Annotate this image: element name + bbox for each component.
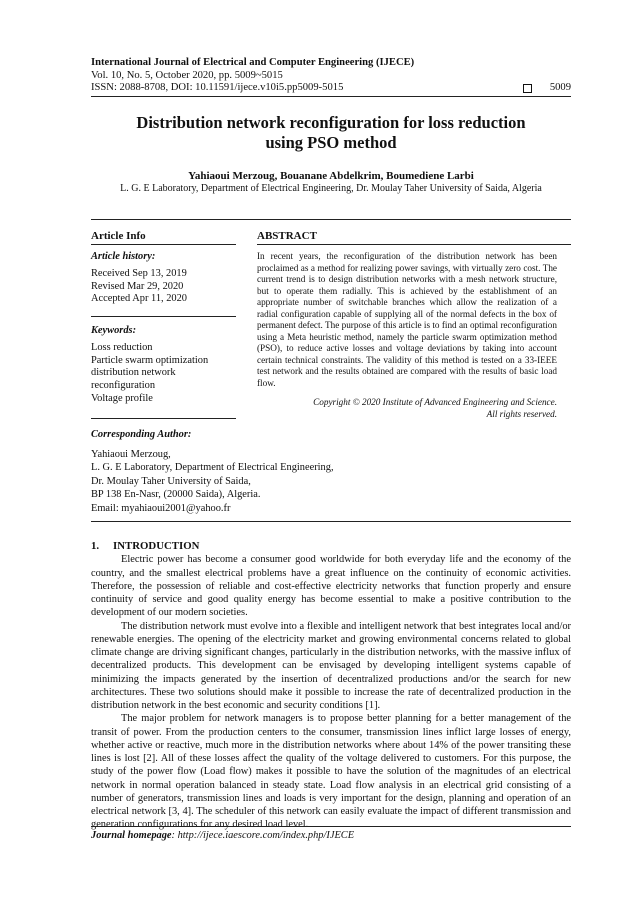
header-rule	[91, 96, 571, 97]
authors: Yahiaoui Merzoug, Bouanane Abdelkrim, Boumediene Larbi	[188, 170, 474, 182]
history-received: Received Sep 13, 2019	[91, 267, 187, 279]
keyword-item: Particle swarm optimization	[91, 354, 209, 366]
journal-volume: Vol. 10, No. 5, October 2020, pp. 5009~5015	[91, 69, 283, 81]
corresponding-email: Email: myahiaoui2001@yahoo.fr	[91, 502, 231, 514]
journal-header	[91, 57, 571, 95]
keywords-label: Keywords:	[91, 325, 137, 336]
footer-label: Journal homepage	[91, 830, 172, 841]
journal-title: International Journal of Electrical and Computer Engineering (IJECE)	[91, 57, 415, 68]
section-number: 1.	[91, 540, 100, 552]
abstract	[257, 251, 557, 420]
corresponding-rule	[91, 521, 571, 522]
section-title: INTRODUCTION	[113, 540, 200, 552]
history-label: Article history:	[91, 251, 156, 262]
paper-title	[91, 113, 571, 153]
introduction-heading	[91, 540, 571, 553]
corresponding-line: L. G. E Laboratory, Department of Electrical Engineering,	[91, 462, 334, 473]
footer-rule	[91, 826, 571, 827]
square-icon	[523, 84, 532, 93]
journal-footer	[91, 830, 571, 841]
keyword-item: Voltage profile	[91, 392, 153, 404]
journal-issn: ISSN: 2088-8708, DOI: 10.11591/ijece.v10i5.pp5009-5015	[91, 82, 344, 94]
copyright-line-1: Copyright © 2020 Institute of Advanced Engineering and Science.	[313, 397, 557, 407]
keyword-item: reconfiguration	[91, 380, 156, 392]
abstract-text: In recent years, the reconfiguration of the distribution network has been proclaimed as a method for realizing power savings, with virtually zero cost. The current trend is to design distribution networks with a mesh network structure, but to operate them radially. This is achieved by the establishment of an appropriate number of switchable branches which allow the realization of a radial configuration capable of supplying all of the normal defects in the box of permanent defect. The purpose of this article is to find an optimal reconfiguration using a Meta heuristic method, namely the particle swarm optimization method (PSO), to reduce active losses and voltage deviations by taking into account certain technical constraints. The validity of this method is tested on a 33-IEEE test network and the results obtained are compared with the results of basic load flow.	[257, 251, 557, 388]
intro-paragraph: The major problem for network managers is to propose better planning for a better management of the transit of power. From the production centers to the consumer, transmission lines inflict large losses of energy, whether active or reactive, much more in the distribution networks where about 14% of the power transiting these lines is lost [2]. All of these losses affect the quality of the voltage delivered to customers. For this purpose, the study of the power flow (Load flow) makes it possible to have the solution of the magnitudes of an electrical network in normal operation balanced in steady state. Load flow analysis in an electrical grid consisting of a number of generators, transmission lines and loads is very important for the design, planning and operation of an electrical network [3, 4]. The scheduler of this network can easily evaluate the impact of different transmission and generation configurations for any desired load level.	[91, 713, 571, 831]
intro-paragraph: The distribution network must evolve into a flexible and intelligent network that best integrates local and/or renewable energies. The opening of the electricity market and growing environmental concerns related to global climate change are driving significant changes, particularly in the distribution networks, with the massive influx of decentralized products. This development can be envisaged by developing intelligent systems capable of minimizing the impacts generated by the insertion of decentralized productions and/or the search for new architectures. These two solutions should make it possible to increase the rate of decentralized production in the distribution network in the best economic and security conditions [1].	[91, 620, 571, 711]
keyword-item: Loss reduction	[91, 341, 153, 353]
corresponding-line: Dr. Moulay Taher University of Saida,	[91, 475, 251, 487]
article-info-heading: Article Info	[91, 230, 146, 242]
affiliation: L. G. E Laboratory, Department of Electrical Engineering, Dr. Moulay Taher University of Saida, Algeria	[120, 183, 542, 194]
copyright	[257, 397, 557, 420]
history-accepted: Accepted Apr 11, 2020	[91, 293, 187, 305]
corresponding-line: Yahiaoui Merzoug,	[91, 448, 171, 460]
corresponding-author	[91, 428, 571, 515]
article-history	[91, 251, 236, 306]
keyword-item: distribution network	[91, 367, 176, 379]
article-info	[91, 230, 236, 243]
introduction-section	[91, 540, 571, 832]
history-rule	[91, 316, 236, 317]
copyright-line-2: All rights reserved.	[486, 408, 557, 419]
top-rule	[91, 219, 571, 220]
page-number: 5009	[549, 82, 571, 94]
abstract-heading: ABSTRACT	[257, 230, 317, 242]
abstract-rule	[257, 244, 571, 245]
title-line-2: using PSO method	[265, 133, 397, 152]
abstract-heading-block	[257, 230, 557, 242]
article-info-rule	[91, 244, 236, 245]
corresponding-label: Corresponding Author:	[91, 429, 192, 440]
intro-paragraph: Electric power has become a consumer good worldwide for both everyday life and the economy of the country, and the smallest electrical problems have a great influence on the continuity of economic activities. Therefore, the possession of reliable and cost-effective electricity networks that function properly and ensure continuity of service and good quality energy has become essential to make a positive contribution to the development of our modern societies.	[91, 554, 571, 619]
title-line-1: Distribution network reconfiguration for loss reduction	[136, 113, 526, 132]
keywords-rule	[91, 418, 236, 419]
footer-url[interactable]: : http://ijece.iaescore.com/index.php/IJECE	[171, 830, 355, 841]
corresponding-line: BP 138 En-Nasr, (20000 Saida), Algeria.	[91, 489, 261, 500]
keywords-block	[91, 325, 236, 406]
history-revised: Revised Mar 29, 2020	[91, 280, 184, 292]
